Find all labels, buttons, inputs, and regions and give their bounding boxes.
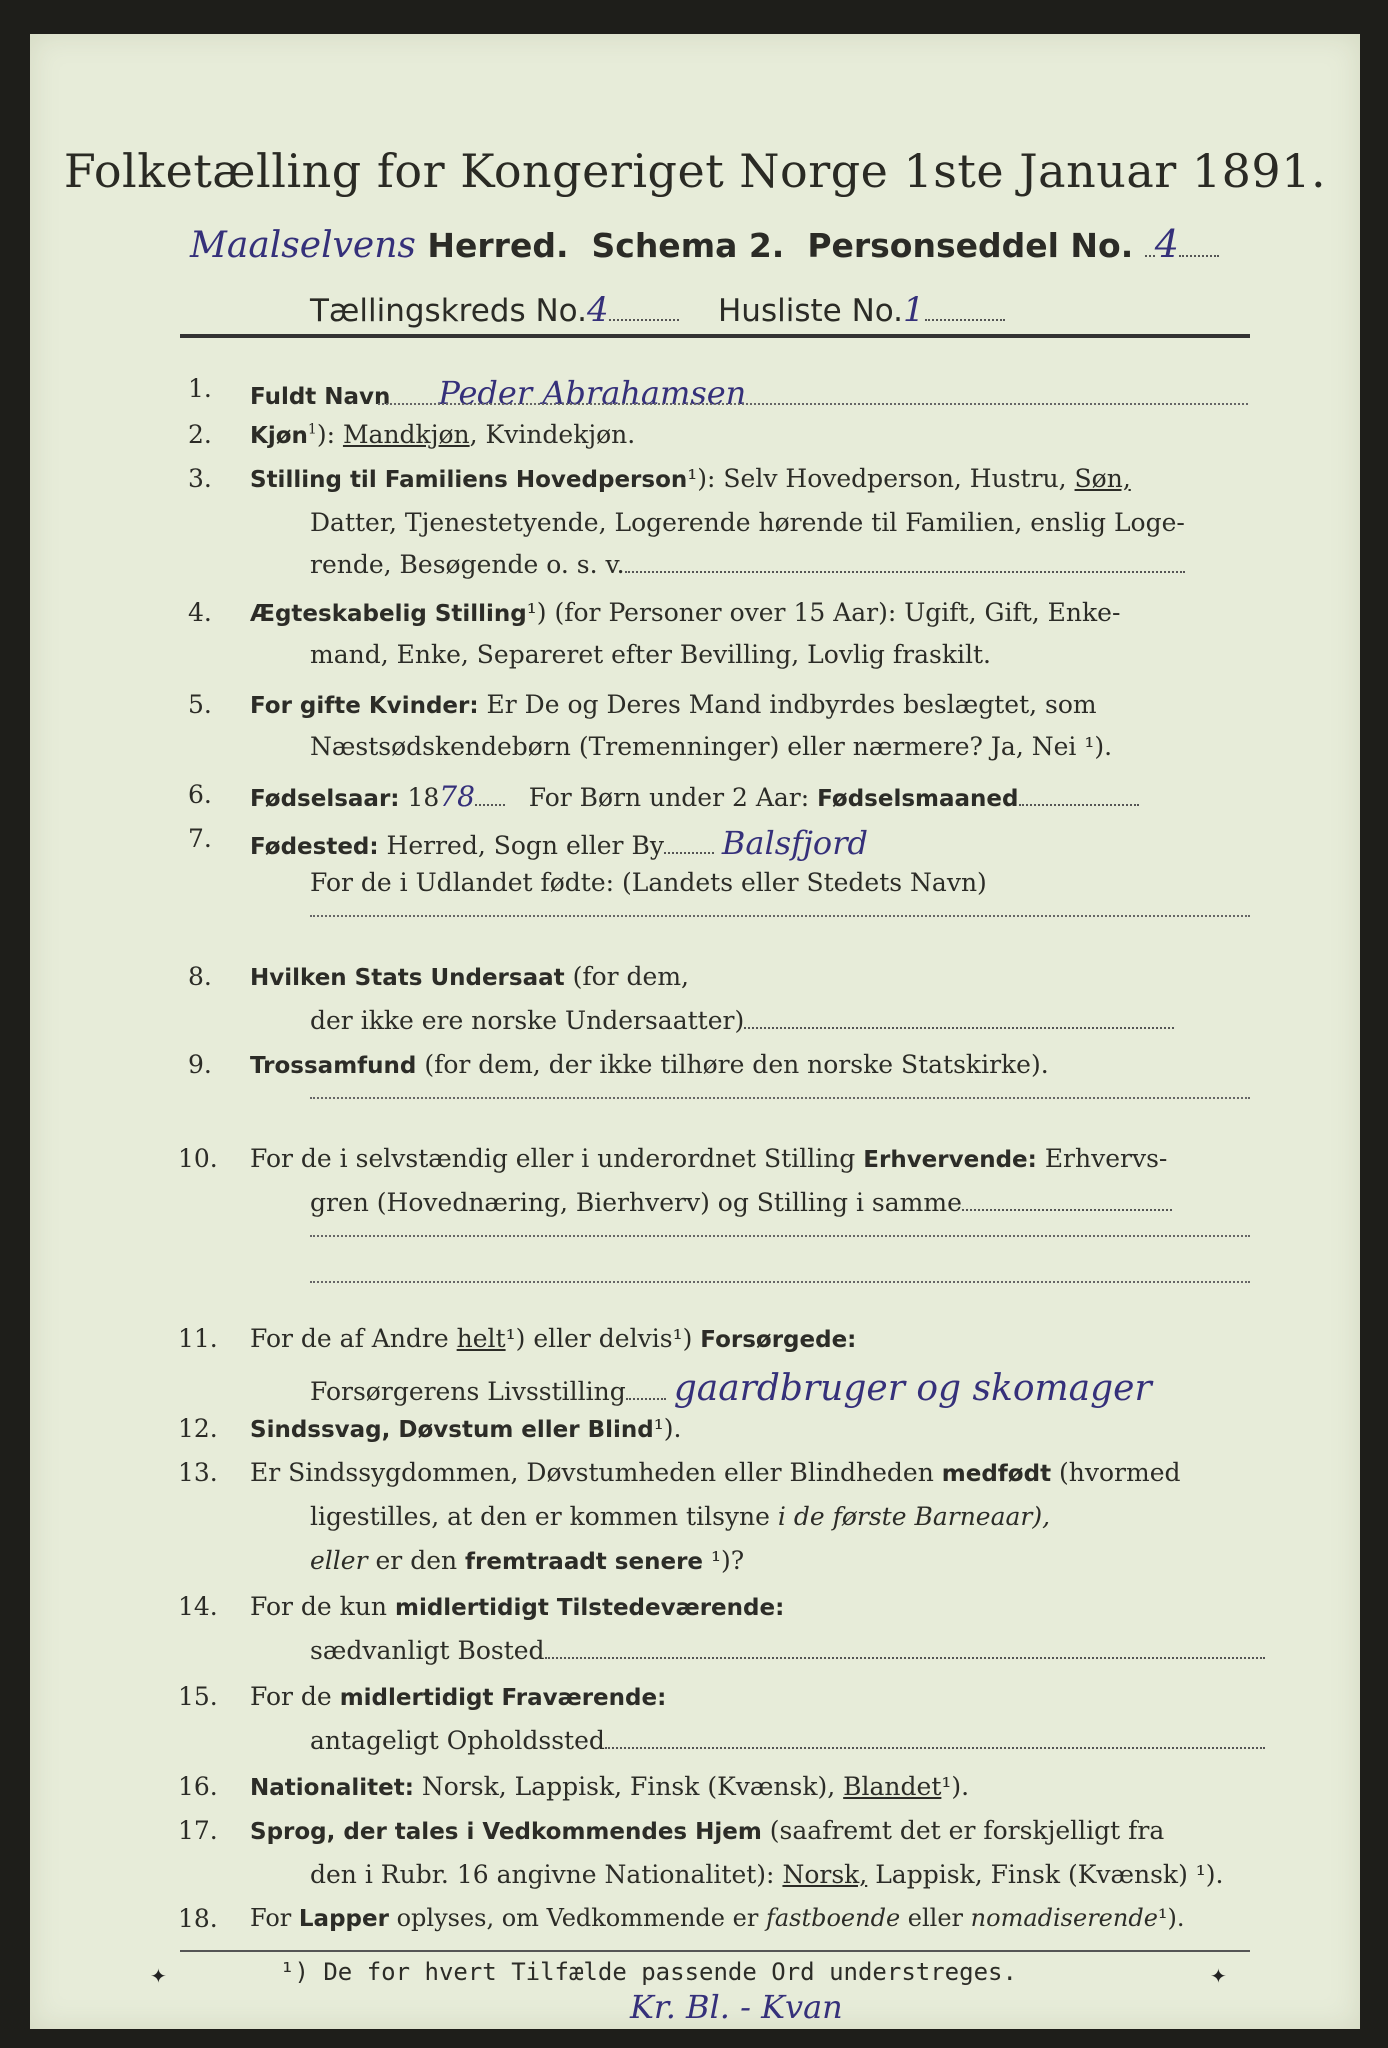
item-8-text: (for dem, — [572, 962, 689, 991]
item-7-label: Fødested: — [250, 834, 379, 860]
item-number: 10. — [178, 1144, 218, 1173]
item-10-text-end: Erhvervs- — [1044, 1144, 1168, 1173]
herred-name: Maalselvens — [190, 225, 416, 266]
item-number: 4. — [188, 598, 212, 627]
footnote-rule — [180, 1950, 1250, 1952]
item-number: 6. — [188, 780, 212, 809]
item-6-year-printed: 18 — [407, 783, 440, 812]
item-number: 12. — [178, 1414, 218, 1443]
item-16-selected: Blandet — [843, 1772, 942, 1801]
item-8-line2 — [310, 1006, 1174, 1035]
item-15-line2 — [310, 1726, 1265, 1755]
item-13-label: medfødt — [941, 1461, 1052, 1487]
item-18 — [250, 1904, 1185, 1932]
item-13-line2-text: ligestilles, at den er kommen tilsyne — [310, 1502, 770, 1531]
item-1-value: Peder Abrahamsen — [438, 374, 747, 412]
item-14-label: midlertidigt Tilstedeværende: — [394, 1595, 785, 1621]
item-14 — [250, 1592, 784, 1621]
item-13-line2 — [310, 1502, 1050, 1531]
item-11-line2 — [310, 1368, 1152, 1409]
item-18-label: Lapper — [298, 1906, 389, 1932]
herred-label: Herred. — [427, 226, 569, 265]
item-3-label: Stilling til Familiens Hovedperson — [250, 467, 688, 493]
item-2-option-selected: Mandkjøn — [342, 420, 470, 449]
item-14-text: For de kun — [250, 1592, 388, 1621]
item-6-month-label: Fødselsmaaned — [817, 786, 1019, 812]
item-18-end: ¹). — [1157, 1904, 1185, 1932]
item-13-line3-italic: eller — [310, 1546, 368, 1575]
item-5-label: For gifte Kvinder: — [250, 693, 479, 719]
item-11-text: For de af Andre — [250, 1324, 449, 1353]
item-12: Sindssvag, Døvstum eller Blind¹). — [250, 1414, 682, 1443]
item-7-line2: For de i Udlandet fødte: (Landets eller Stedets Navn) — [310, 868, 987, 897]
item-18-text: For — [250, 1904, 292, 1932]
item-4: Ægteskabelig Stilling¹) (for Personer over 15 Aar): Ugift, Gift, Enke- — [250, 598, 1121, 627]
header-rule — [180, 334, 1250, 338]
item-17-line2-text: den i Rubr. 16 angivne Nationalitet): — [310, 1860, 775, 1889]
item-16-end: ¹). — [941, 1772, 970, 1801]
item-15-text: For de — [250, 1682, 332, 1711]
item-number: 14. — [178, 1592, 218, 1621]
item-2-sup: 1 — [307, 421, 317, 438]
item-3-text: Selv Hovedperson, Hustru, — [723, 464, 1067, 493]
item-6-year-handwritten: 78 — [439, 780, 475, 813]
form-title: Folketælling for Kongeriget Norge 1ste Januar 1891. — [63, 144, 1327, 198]
item-10-dotline-1 — [310, 1234, 1250, 1237]
item-13-line3 — [310, 1546, 744, 1575]
item-11-line2-text: Forsørgerens Livsstilling — [310, 1377, 626, 1406]
item-number: 16. — [178, 1772, 218, 1801]
item-11: For de af Andre helt¹) eller delvis¹) Forsørgede: — [250, 1324, 857, 1353]
item-10-label: Erhvervende: — [863, 1147, 1037, 1173]
item-number: 15. — [178, 1682, 218, 1711]
item-3-line2: Datter, Tjenestetyende, Logerende hørende til Familien, enslig Loge- — [310, 508, 1185, 537]
item-17-line2 — [310, 1860, 1224, 1889]
item-13-line3-text: er den — [375, 1546, 458, 1575]
item-13-line2-italic: i de første Barneaar), — [777, 1502, 1051, 1531]
item-5-line2: Næstsødskendebørn (Tremenninger) eller nærmere? Ja, Nei ¹). — [310, 732, 1113, 761]
husliste-no: 1 — [903, 290, 925, 330]
item-number: 18. — [178, 1904, 218, 1933]
item-15 — [250, 1682, 666, 1711]
item-number: 2. — [188, 420, 212, 449]
item-5 — [250, 690, 1097, 719]
item-12-label: Sindssvag, Døvstum eller Blind — [250, 1417, 654, 1443]
item-9-label: Trossamfund — [250, 1053, 417, 1079]
item-7 — [250, 824, 868, 862]
personseddel-label: Personseddel No. — [807, 226, 1134, 265]
item-3-selected: Søn, — [1074, 464, 1131, 493]
item-4-label: Ægteskabelig Stilling — [250, 601, 527, 627]
item-17-label: Sprog, der tales i Vedkommendes Hjem — [250, 1819, 762, 1845]
item-6-text: For Børn under 2 Aar: — [528, 783, 810, 812]
item-10 — [250, 1144, 1167, 1173]
item-13 — [250, 1458, 1181, 1487]
item-1-label: Fuldt Navn — [250, 384, 391, 410]
item-number: 5. — [188, 690, 212, 719]
item-6 — [250, 780, 1139, 813]
tellingskreds-label: Tællingskreds No. — [310, 293, 587, 329]
item-13-text-end: (hvormed — [1059, 1458, 1181, 1487]
item-2-label: Kjøn — [250, 423, 308, 449]
item-number: 13. — [178, 1458, 218, 1487]
item-number: 3. — [188, 464, 212, 493]
item-8-label: Hvilken Stats Undersaat — [250, 965, 565, 991]
item-13-line3-bold: fremtraadt senere — [465, 1549, 704, 1575]
item-17-text: (saafremt det er forskjelligt fra — [769, 1816, 1165, 1845]
census-form — [30, 34, 1360, 2029]
item-9 — [250, 1050, 1049, 1079]
item-8 — [250, 962, 689, 991]
item-11-selected: helt — [456, 1324, 506, 1353]
item-18-italic-1: fastboende — [765, 1904, 901, 1932]
personseddel-no: 4 — [1154, 222, 1179, 266]
corner-mark-right: ✦ — [1210, 1964, 1227, 1988]
item-3-line3-text: rende, Besøgende o. s. v. — [310, 550, 625, 579]
item-13-text: Er Sindssygdommen, Døvstumheden eller Blindheden — [250, 1458, 934, 1487]
schema-label: Schema 2. — [591, 226, 785, 265]
corner-mark-left: ✦ — [150, 1964, 167, 1988]
item-17-selected: Norsk, — [782, 1860, 868, 1889]
item-number: 7. — [188, 824, 212, 853]
item-1 — [250, 374, 746, 412]
item-4-line2: mand, Enke, Separeret efter Bevilling, Lovlig fraskilt. — [310, 640, 991, 669]
item-7-dotline — [310, 914, 1250, 917]
item-4-text: (for Personer over 15 Aar): Ugift, Gift, Enke- — [554, 598, 1121, 627]
item-number: 17. — [178, 1816, 218, 1845]
item-7-text: Herred, Sogn eller By — [386, 831, 664, 860]
item-14-line2 — [310, 1636, 1265, 1665]
item-14-line2-text: sædvanligt Bosted — [310, 1636, 545, 1665]
item-16-text: Norsk, Lappisk, Finsk (Kvænsk), — [421, 1772, 836, 1801]
item-3-line3 — [310, 550, 1185, 579]
footnote: ¹) De for hvert Tilfælde passende Ord understreges. — [280, 1958, 1017, 1986]
item-7-value: Balsfjord — [721, 824, 868, 862]
item-2: Kjøn$^1$): Mandkjøn, Kvindekjøn. — [250, 420, 636, 449]
item-18-italic-2: nomadiserende — [970, 1904, 1158, 1932]
item-number: 8. — [188, 962, 212, 991]
item-13-line3-end: ¹)? — [710, 1546, 745, 1575]
item-11-label: Forsørgede: — [700, 1327, 857, 1353]
item-11-text-mid: eller delvis — [533, 1324, 673, 1353]
header-line-herred — [190, 222, 1219, 266]
item-15-label: midlertidigt Fraværende: — [339, 1685, 667, 1711]
item-1-dotline — [378, 402, 1248, 405]
item-6-label: Fødselsaar: — [250, 786, 400, 812]
header-line-kreds — [310, 290, 1005, 330]
item-number: 1. — [188, 374, 212, 403]
item-18-text-mid: oplyses, om Vedkommende er — [396, 1904, 759, 1932]
item-9-dotline — [310, 1096, 1250, 1099]
item-16 — [250, 1772, 969, 1801]
item-number: 9. — [188, 1050, 212, 1079]
item-2-option: Kvindekjøn. — [485, 420, 636, 449]
item-10-line2-text: gren (Hovednæring, Bierhverv) og Stilling i samme — [310, 1188, 962, 1217]
tellingskreds-no: 4 — [586, 290, 609, 330]
husliste-label: Husliste No. — [718, 293, 904, 329]
item-10-line2 — [310, 1188, 1172, 1217]
item-number: 11. — [178, 1324, 218, 1353]
item-5-text: Er De og Deres Mand indbyrdes beslægtet, som — [486, 690, 1097, 719]
item-18-text-or: eller — [907, 1904, 964, 1932]
item-10-dotline-2 — [310, 1280, 1250, 1283]
item-8-line2-text: der ikke ere norske Undersaatter) — [310, 1006, 745, 1035]
item-9-text: (for dem, der ikke tilhøre den norske Statskirke). — [424, 1050, 1049, 1079]
item-17 — [250, 1816, 1164, 1845]
item-10-text: For de i selvstændig eller i underordnet Stilling — [250, 1144, 856, 1173]
item-15-line2-text: antageligt Opholdssted — [310, 1726, 605, 1755]
item-17-line2-end: Lappisk, Finsk (Kvænsk) ¹). — [875, 1860, 1224, 1889]
signature: Kr. Bl. - Kvan — [630, 1988, 843, 2026]
item-16-label: Nationalitet: — [250, 1775, 414, 1801]
item-11-value: gaardbruger og skomager — [673, 1368, 1152, 1409]
item-3: Stilling til Familiens Hovedperson¹): Selv Hovedperson, Hustru, Søn, — [250, 464, 1131, 493]
